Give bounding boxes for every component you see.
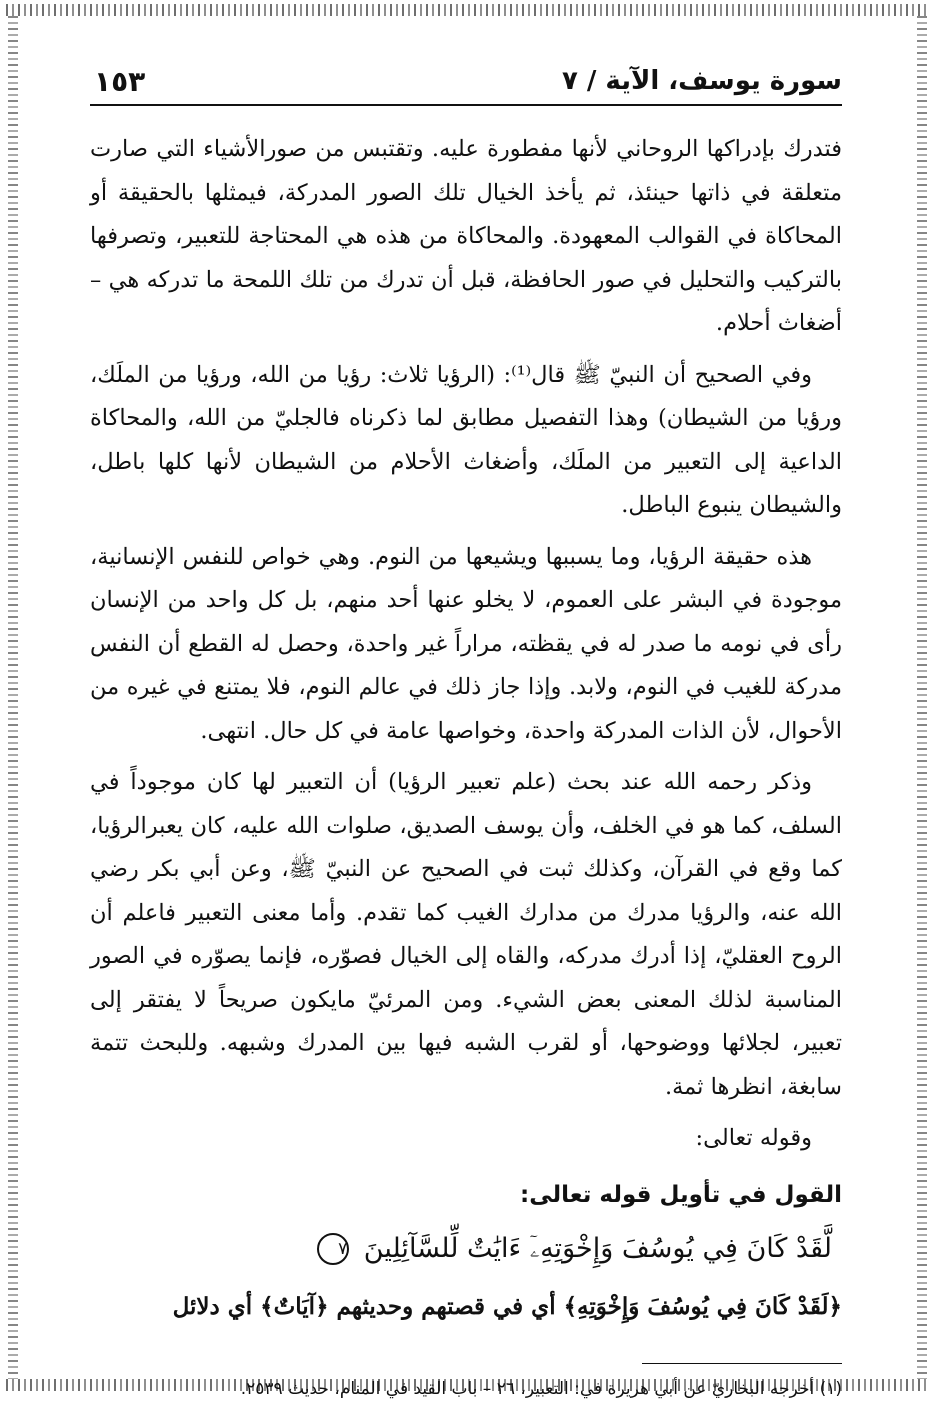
book-page [90,58,842,1404]
running-title: سورة يوسف، الآية / ٧ [561,66,842,96]
verse-number-icon: ٧ [317,1233,349,1265]
paragraph: وذكر رحمه الله عند بحث (علم تعبير الرؤيا) أن التعبير لها كان موجوداً في السلف، كما هو في الخلف، وأن يوسف الصديق، صلوات الله عليه، كان يعبرالرؤيا، كما وقع في القرآن، وكذلك ثبت في الصحيح عن النبيّ ﷺ، وعن أبي بكر رضي الله عنه، والرؤيا مدرك من مدارك الغيب كما تقدم. وأما معنى التعبير فاعلم أن الروح العقليّ، إذا أدرك مدركه، والقاه إلى الخيال فصوّره، فإنما يصوّره في الصور المناسبة لذلك المعنى بعض الشيء. ومن المرئيّ مايكون صريحاً لا يفتقر إلى تعبير، لجلائها ووضوحها، أو لقرب الشبه فيها بين المدرك وشبهه. وللبحث تتمة سابغة، انظرها ثمة. [90,769,842,1100]
paragraph: وقوله تعالى: [695,1125,812,1151]
decorative-border-right [917,16,927,1379]
footnote: (١) أخرجه البخاريّ عن أبي هريرة في: التعبير، ٢٦ – باب القيد في المنام، حديث ٢٥٣٩. [240,1378,842,1399]
section-heading: القول في تأويل قوله تعالى: [520,1181,842,1208]
paragraph: فتدرك بإدراكها الروحاني لأنها مفطورة عليه. وتقتبس من صورالأشياء التي صارت متعلقة في ذاتها حينئذ، ثم يأخذ الخيال تلك الصور المدركة، فيمثلها بالحقيقة أو المحاكاة في القوالب المعهودة. والمحاكاة من هذه هي المحتاجة للتعبير، وتصرفها بالتركيب والتحليل في صور الحافظة، قبل أن تدرك من تلك اللمحة ما تدركه هي – أضغاث أحلام. [90,136,842,336]
verse-commentary: ﴿لَقَدْ كَانَ فِي يُوسُفَ وَإِخْوَتِهِ﴾ أي في قصتهم وحديثهم ﴿آيَاتٌ﴾ أي دلائل [172,1292,842,1320]
decorative-border-top [6,4,927,16]
verse-text: لَّقَدْ كَانَ فِي يُوسُفَ وَإِخْوَتِهِۦٓ ءَايَٰتٌ لِّلسَّآئِلِينَ [363,1232,832,1264]
paragraph: وفي الصحيح أن النبيّ ﷺ قال⁽¹⁾: (الرؤيا ثلاث: رؤيا من الله، ورؤيا من الملَك، ورؤيا من الشيطان) وهذا التفصيل مطابق لما ذكرناه فالجليّ من الله، والمحاكاة الداعية إلى التعبير من الملَك، وأضغاث الأحلام من الشيطان لأنها كلها باطل، والشيطان ينبوع الباطل. [90,361,842,518]
footnote-divider [642,1363,842,1364]
page-number: ١٥٣ [94,64,146,98]
quran-verse [90,1223,842,1275]
paragraph: هذه حقيقة الرؤيا، وما يسببها ويشيعها من النوم. وهي خواص للنفس الإنسانية، موجودة في البشر على العموم، لا يخلو عنها أحد منهم، بل كل واحد من الإنسان رأى في نومه ما صدر له في يقظته، مراراً غير واحدة، وحصل له القطع أن النفس مدركة للغيب في النوم، ولابد. وإذا جاز ذلك في عالم النوم، فلا يمتنع في غيره من الأحوال، لأن الذات المدركة واحدة، وخواصها عامة في كل حال. انتهى. [90,543,842,744]
page-body [90,128,842,1404]
decorative-border-left [8,16,18,1379]
page-header [90,58,842,106]
